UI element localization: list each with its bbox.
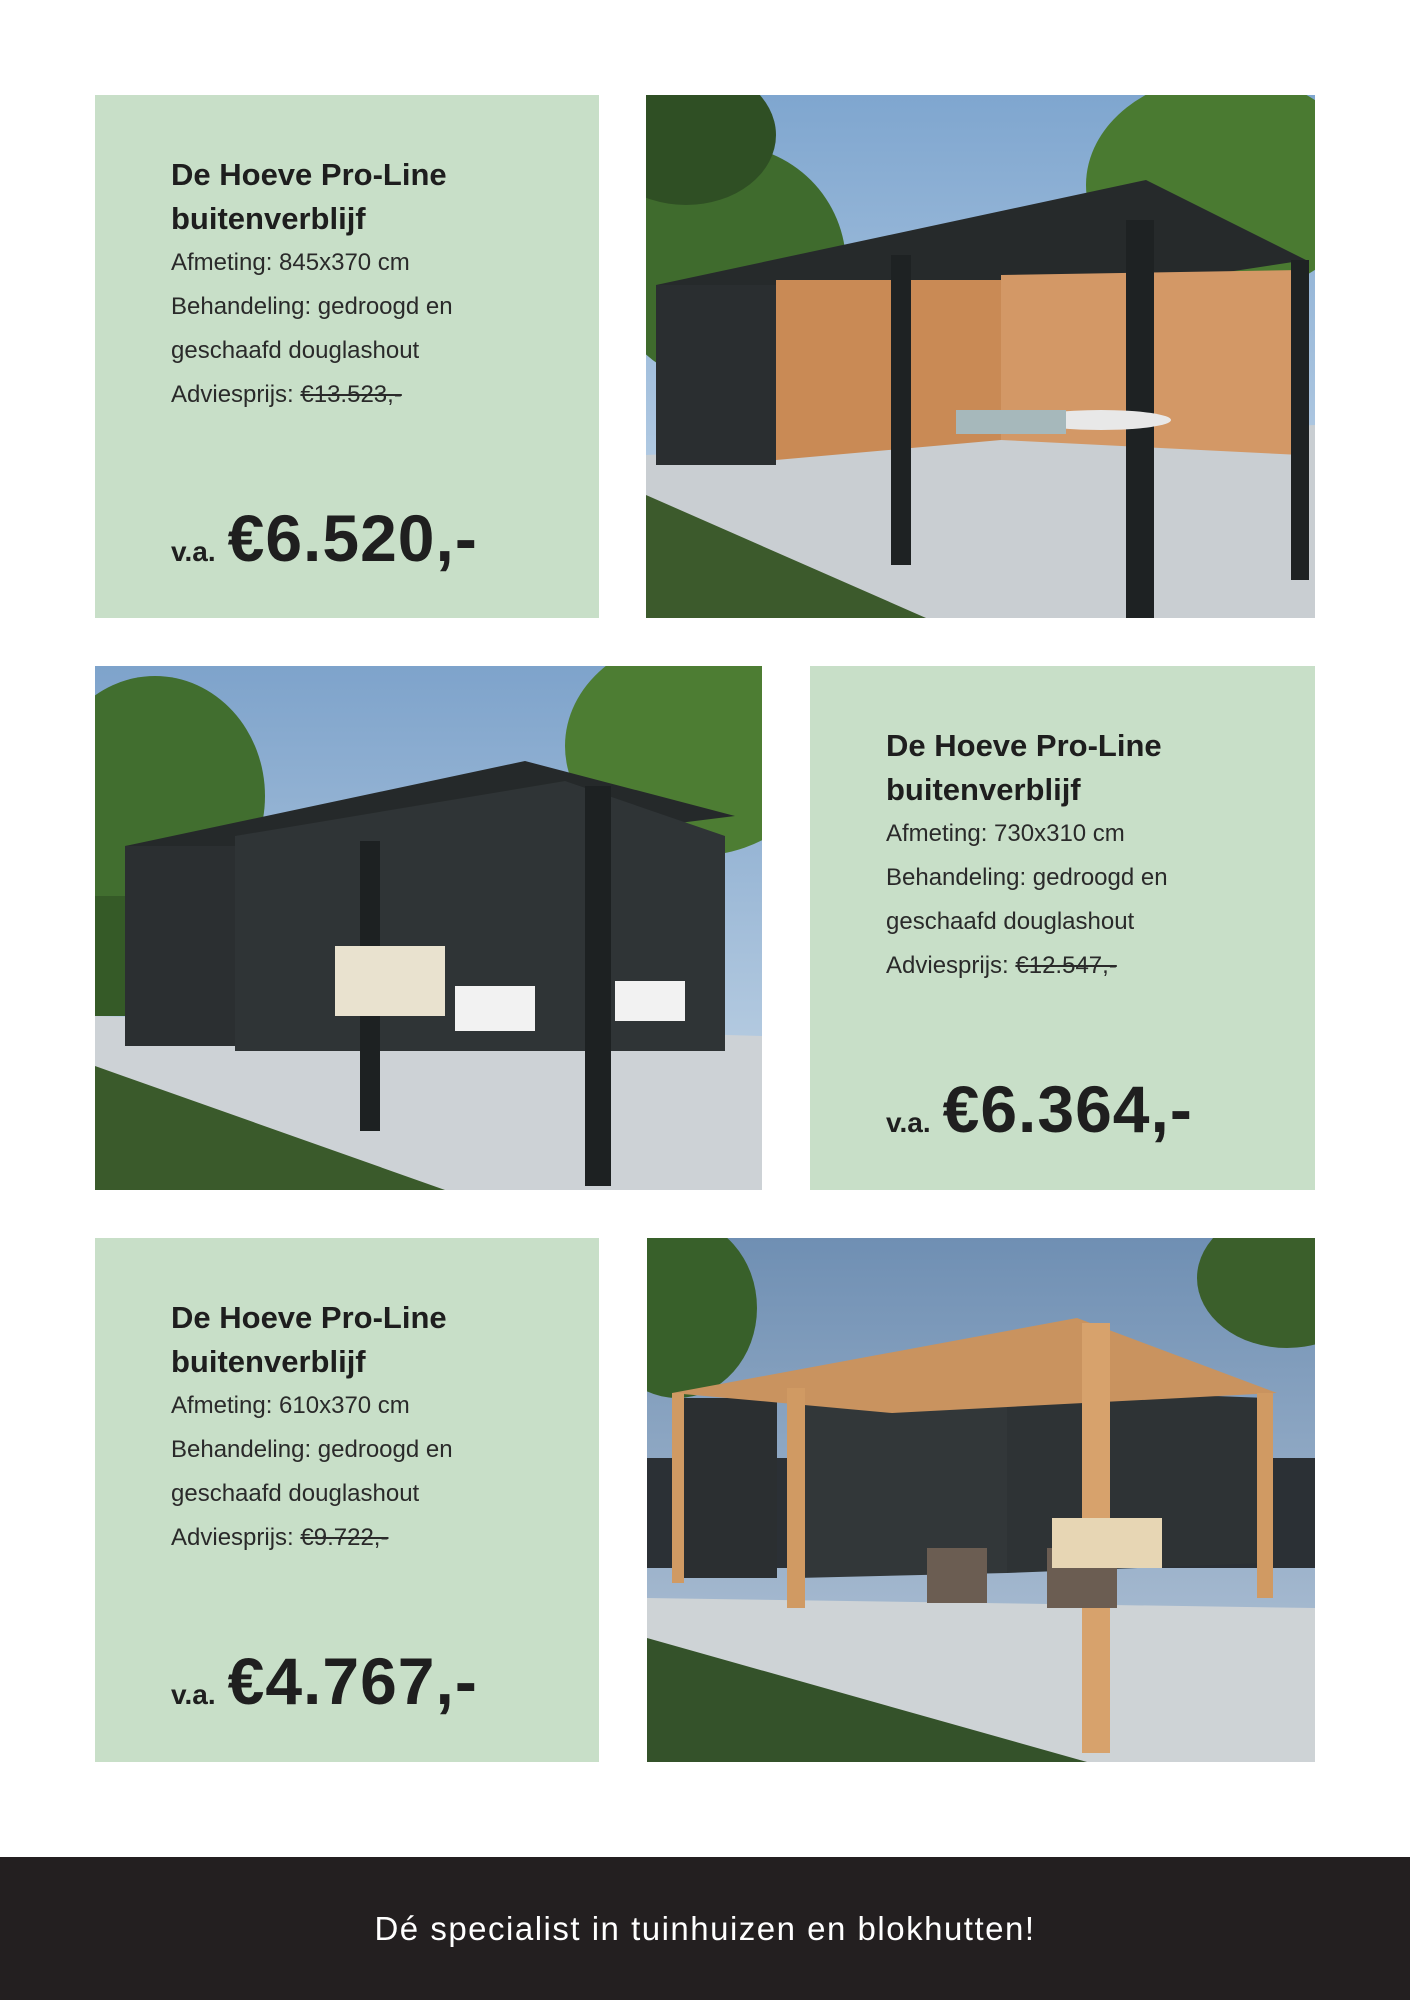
product-list-price bbox=[171, 373, 551, 417]
product-list-price bbox=[171, 1516, 551, 1560]
product-treatment: Behandeling: gedroogd en geschaafd douglashout bbox=[171, 293, 453, 364]
product-photo-1 bbox=[646, 95, 1315, 618]
price-row bbox=[886, 1071, 1193, 1147]
list-price-label: Adviesprijs: bbox=[171, 1524, 294, 1551]
list-price-value: €12.547,- bbox=[1015, 952, 1117, 979]
product-card-3 bbox=[95, 1238, 599, 1762]
list-price-value: €13.523,- bbox=[300, 381, 402, 408]
product-dimensions: Afmeting: 845x370 cm bbox=[171, 249, 410, 276]
price-prefix: v.a. bbox=[886, 1107, 931, 1138]
list-price-label: Adviesprijs: bbox=[171, 381, 294, 408]
product-card-1 bbox=[95, 95, 599, 618]
sale-price: €6.364,- bbox=[942, 1072, 1193, 1146]
product-title: De Hoeve Pro-Line buitenverblijf bbox=[886, 728, 1162, 807]
sale-price: €4.767,- bbox=[227, 1644, 478, 1718]
product-photo-2 bbox=[95, 666, 762, 1190]
product-dimensions: Afmeting: 610x370 cm bbox=[171, 1392, 410, 1419]
price-prefix: v.a. bbox=[171, 1679, 216, 1710]
sale-price: €6.520,- bbox=[227, 501, 478, 575]
footer-tagline: Dé specialist in tuinhuizen en blokhutten! bbox=[374, 1910, 1036, 1947]
product-photo-3 bbox=[647, 1238, 1315, 1762]
price-row bbox=[171, 500, 478, 576]
product-treatment: Behandeling: gedroogd en geschaafd douglashout bbox=[886, 864, 1168, 935]
product-title: De Hoeve Pro-Line buitenverblijf bbox=[171, 1300, 447, 1379]
price-row bbox=[171, 1643, 478, 1719]
list-price-label: Adviesprijs: bbox=[886, 952, 1009, 979]
product-treatment: Behandeling: gedroogd en geschaafd douglashout bbox=[171, 1436, 453, 1507]
price-prefix: v.a. bbox=[171, 536, 216, 567]
list-price-value: €9.722,- bbox=[300, 1524, 389, 1551]
product-list-price bbox=[886, 944, 1266, 988]
footer-banner bbox=[0, 1857, 1410, 2000]
product-dimensions: Afmeting: 730x310 cm bbox=[886, 820, 1125, 847]
product-title: De Hoeve Pro-Line buitenverblijf bbox=[171, 157, 447, 236]
product-card-2 bbox=[810, 666, 1315, 1190]
